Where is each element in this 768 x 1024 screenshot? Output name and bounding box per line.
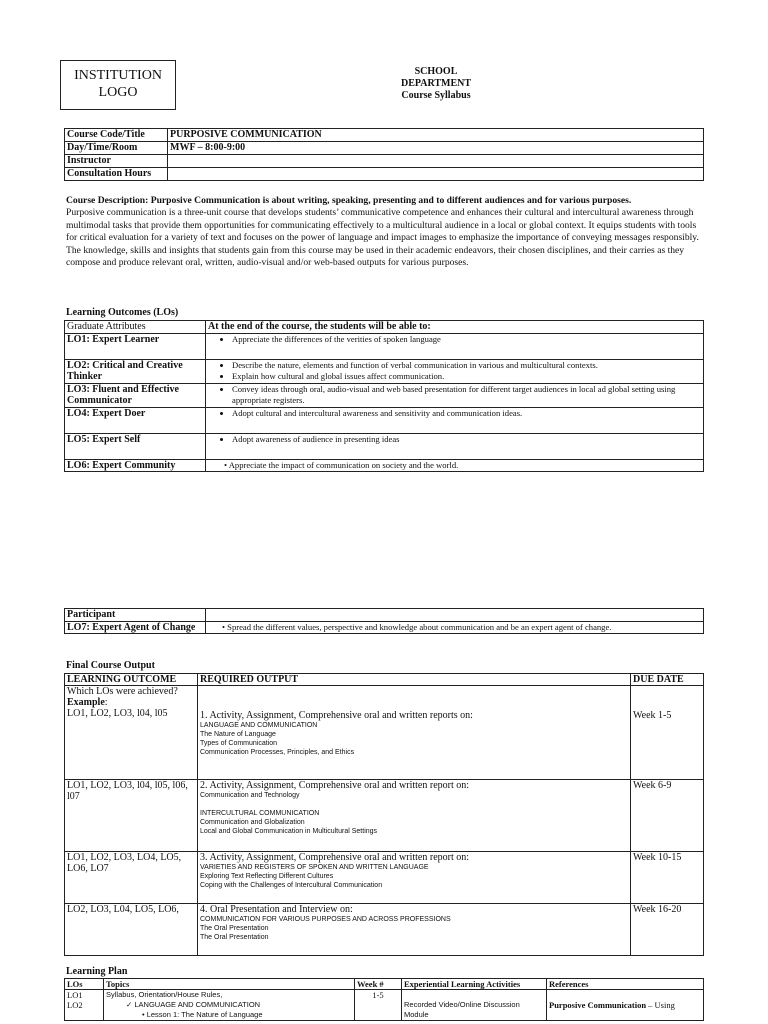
consultation-value [168,168,704,181]
lp-row [65,990,704,1021]
fco-due: Week 6-9 [631,780,704,852]
lp-week: 1-5 [355,990,402,1021]
consultation-label: Consultation Hours [65,168,168,181]
lp-topic-text: Lesson 1: The Nature of Language [146,1010,263,1019]
output-subtopic: Coping with the Challenges of Intercultural Communication [200,882,383,889]
outcomes-header: At the end of the course, the students will be able to: [206,321,704,334]
lo-attribute: LO3: Fluent and Effective Communicator [65,383,206,407]
fco-los: LO1, LO2, LO3, l04, l05, l06, l07 [65,780,198,852]
output-subtopic: Exploring Text Reflecting Different Cultures [200,873,334,880]
course-info-table [64,128,704,181]
department-name: DEPARTMENT [400,78,472,89]
lo-outcome-item: • Appreciate the differences of the verities of spoken language [232,334,701,345]
description-body: Purposive communication is a three-unit course that develops students’ communicative competence and enhances their cultural and intercultural awareness through multimodal tasks that provide them opportunities for communicating effectively to a multicultural audience in a local or global context. It equips students with tools for critical evaluation for a variety of text and focuses on the power of language and impact images to emphasize the importance of conveying messages responsibly. The knowledge, skills and insights that students gain from this course may be used in their academic endeavors, their chosen disciplines, and their carries as they compose and produce relevant oral, written, audio-visual and/or web-based outputs for various purposes. [66,207,699,269]
lo-header-row [65,321,704,334]
day-time-value: MWF – 8:00-9:00 [168,142,704,155]
lo-row [65,609,704,622]
lo-attribute: LO4: Expert Doer [65,407,206,433]
participant-label: Participant [65,609,206,622]
lp-activity: Recorded Video/Online Discussion Module [402,990,547,1021]
lp-topic-bullet: • Lesson 1: The Nature of Language [142,1010,263,1019]
example-label: Example: [67,697,108,708]
fco-output [198,780,631,852]
fco-row [65,686,704,780]
fco-due: Week 10-15 [631,852,704,904]
logo-line-1: INSTITUTION [74,68,162,83]
output-subtopic: INTERCULTURAL COMMUNICATION [200,810,320,817]
instructor-value [168,155,704,168]
day-time-label: Day/Time/Room [65,142,168,155]
learning-plan-table [64,978,704,1021]
due-date-header: DUE DATE [631,674,704,686]
lp-header-topics: Topics [104,979,355,990]
fco-header-row [65,674,704,686]
lo-attribute: LO7: Expert Agent of Change [65,621,206,634]
lo-outcome-item: • Convey ideas through oral, audio-visual and web based presentation for different target audiences in local ad global setting using appropriate registers. [232,384,701,406]
lp-reference [547,990,704,1021]
fco-los: LO1, LO2, LO3, LO4, LO5, LO6, LO7 [65,852,198,904]
lo-row [65,621,704,634]
lo7-table [64,608,704,634]
lo-outcome-item: • Adopt awareness of audience in presenting ideas [232,434,701,445]
output-subtopic: Communication and Globalization [200,819,305,826]
lo-row [65,333,704,359]
output-subtopic: COMMUNICATION FOR VARIOUS PURPOSES AND ACROSS PROFESSIONS [200,916,451,923]
output-subtopic: The Oral Presentation [200,925,269,932]
los-question: Which LOs were achieved? [67,686,178,697]
output-subtopic: Local and Global Communication in Multicultural Settings [200,828,378,835]
lp-topic: Syllabus, Orientation/House Rules, [106,990,223,999]
output-text: 4. Oral Presentation and Interview on: [200,904,353,915]
lp-header-los: LOs [65,979,104,990]
institution-logo [60,60,176,110]
lo-row [65,433,704,459]
lp-lo-item: LO1 [67,990,83,1000]
course-info-row [65,168,704,181]
fco-row [65,852,704,904]
lo-outcomes [206,459,704,472]
course-info-row [65,155,704,168]
lp-header-week: Week # [355,979,402,990]
fco-due: Week 1-5 [631,686,704,780]
lp-header-row [65,979,704,990]
lo-attribute: LO1: Expert Learner [65,333,206,359]
output-subtopic: Types of Communication [200,740,278,747]
lo-attribute: LO2: Critical and Creative Thinker [65,359,206,383]
lp-header-activities: Experiential Learning Activities [402,979,547,990]
lo-attribute: LO6: Expert Community [65,459,206,472]
lo-outcomes [206,609,704,622]
course-code-value: PURPOSIVE COMMUNICATION [168,129,704,142]
output-subtopic: The Nature of Language [200,731,276,738]
lo-outcomes [206,433,704,459]
final-course-output-table [64,673,704,956]
lo-outcomes: • Spread the different values, perspective and knowledge about communication and be an expert agent of change. [206,621,704,634]
lo-outcomes [206,359,704,383]
graduate-attributes-header: Graduate Attributes [65,321,206,334]
lp-header-references: References [547,979,704,990]
instructor-label: Instructor [65,155,168,168]
learning-plan-title: Learning Plan [66,966,128,977]
document-header [300,66,572,102]
course-description [66,195,702,269]
los-list: LO1, LO2, LO3, l04, l05 [67,708,168,719]
fco-row [65,780,704,852]
lp-topic-checked: ✓ LANGUAGE AND COMMUNICATION [126,1000,261,1009]
required-output-header: REQUIRED OUTPUT [198,674,631,686]
lp-lo-item: LO2 [67,1000,83,1010]
lp-reference-title: Purposive Communication [549,1000,647,1010]
fco-output [198,852,631,904]
lo-outcome-item: • Describe the nature, elements and function of verbal communication in various and multicultural contexts. [232,360,701,371]
lo-row [65,383,704,407]
lo-outcome-item: • Explain how cultural and global issues affect communication. [232,371,701,382]
document-title: Course Syllabus [401,90,471,101]
lo-outcomes [206,333,704,359]
learning-outcomes-title: Learning Outcomes (LOs) [66,307,179,318]
output-subtopic: VARIETIES AND REGISTERS OF SPOKEN AND WRITTEN LANGUAGE [200,864,429,871]
output-subtopic: The Oral Presentation [200,934,269,941]
output-text: 2. Activity, Assignment, Comprehensive oral and written report on: [200,780,470,791]
learning-outcome-header: LEARNING OUTCOME [65,674,198,686]
fco-output [198,904,631,956]
fco-due: Week 16-20 [631,904,704,956]
lp-los [65,990,104,1021]
fco-los [65,686,198,780]
final-course-output-title: Final Course Output [66,660,155,671]
school-name: SCHOOL [414,66,458,77]
output-subtopic: LANGUAGE AND COMMUNICATION [200,722,318,729]
lo-row [65,359,704,383]
lo-row [65,407,704,433]
output-text: 3. Activity, Assignment, Comprehensive oral and written report on: [200,852,470,863]
lo-outcome-text: Appreciate the impact of communication on society and the world. [228,459,459,470]
output-spacer [200,800,628,809]
fco-los: LO2, LO3, L04, LO5, LO6, [65,904,198,956]
fco-row [65,904,704,956]
course-code-label: Course Code/Title [65,129,168,142]
learning-outcomes-table [64,320,704,472]
lo-outcome-text: Spread the different values, perspective and knowledge about communication and be an expert agent of change. [227,621,612,632]
fco-output [198,686,631,780]
course-info-row [65,142,704,155]
output-subtopic: Communication and Technology [200,792,300,799]
course-info-row [65,129,704,142]
lo-row [65,459,704,472]
lp-reference-rest: – Using [646,1000,675,1010]
lp-topics [104,990,355,1021]
lo-outcomes [206,407,704,433]
output-subtopic: Communication Processes, Principles, and Ethics [200,749,355,756]
logo-line-2: LOGO [98,85,138,100]
output-text: 1. Activity, Assignment, Comprehensive oral and written reports on: [200,710,473,721]
lp-topic-text: LANGUAGE AND COMMUNICATION [134,1000,261,1009]
description-heading: Course Description: Purposive Communication is about writing, speaking, presenting and to different audiences and for various purposes. [66,195,632,206]
lo-outcome-item: • Adopt cultural and intercultural awareness and sensitivity and communication ideas. [232,408,701,419]
lo-outcome-item: • Appreciate the impact of communication on society and the world. [224,459,459,470]
lo-attribute: LO5: Expert Self [65,433,206,459]
lo-outcomes [206,383,704,407]
